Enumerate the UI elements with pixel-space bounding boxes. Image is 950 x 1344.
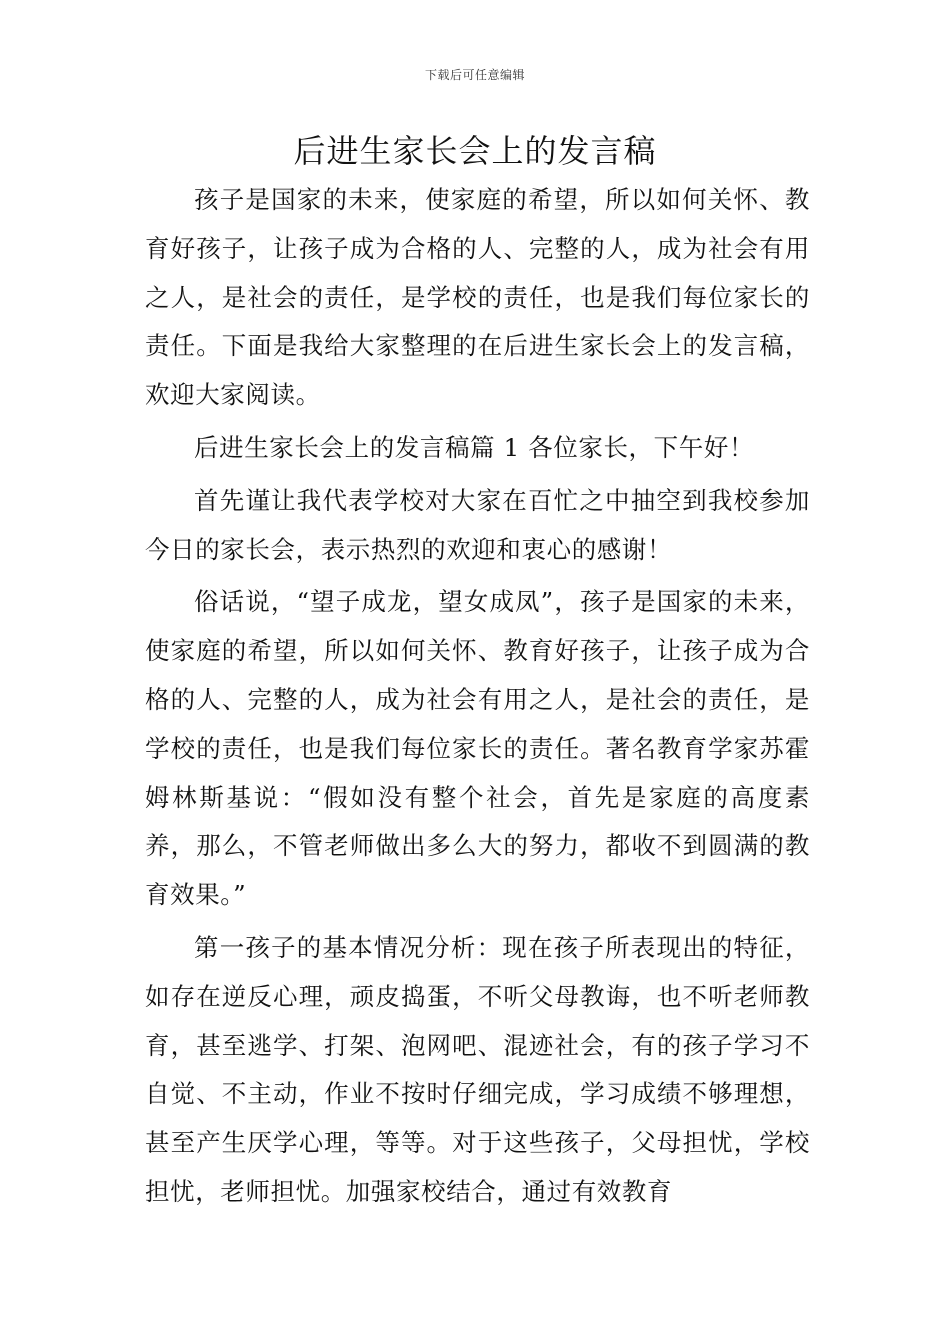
- paragraph-proverb: 俗话说，“望子成龙，望女成凤”，孩子是国家的未来，使家庭的希望，所以如何关怀、教育好孩子，让孩子成为合格的人、完整的人，成为社会有用之人，是社会的责任，是学校的责任，也是我们每位家长的责任。著名教育学家苏霍姆林斯基说：“假如没有整个社会，首先是家庭的高度素养，那么，不管老师做出多么大的努力，都收不到圆满的教育效果。”: [145, 587, 810, 910]
- header-note: 下载后可任意编辑: [424, 68, 525, 82]
- paragraph-greeting: 后进生家长会上的发言稿篇 1 各位家长，下午好！: [194, 432, 755, 462]
- document-title: 后进生家长会上的发言稿: [293, 132, 657, 170]
- document-body: [145, 176, 810, 1217]
- paragraph-welcome: 首先谨让我代表学校对大家在百忙之中抽空到我校参加今日的家长会，表示热烈的欢迎和衷心的感谢！: [145, 485, 810, 564]
- paragraph-intro: 孩子是国家的未来，使家庭的希望，所以如何关怀、教育好孩子，让孩子成为合格的人、完整的人，成为社会有用之人，是社会的责任，是学校的责任，也是我们每位家长的责任。下面是我给大家整理的在后进生家长会上的发言稿，欢迎大家阅读。: [145, 185, 810, 410]
- paragraph-analysis: 第一孩子的基本情况分析：现在孩子所表现出的特征，如存在逆反心理，顽皮捣蛋，不听父母教诲，也不听老师教育，甚至逃学、打架、泡网吧、混迹社会，有的孩子学习不自觉、不主动，作业不按时仔细完成，学习成绩不够理想，甚至产生厌学心理，等等。对于这些孩子，父母担忧，学校担忧，老师担忧。加强家校结合，通过有效教育: [145, 932, 810, 1206]
